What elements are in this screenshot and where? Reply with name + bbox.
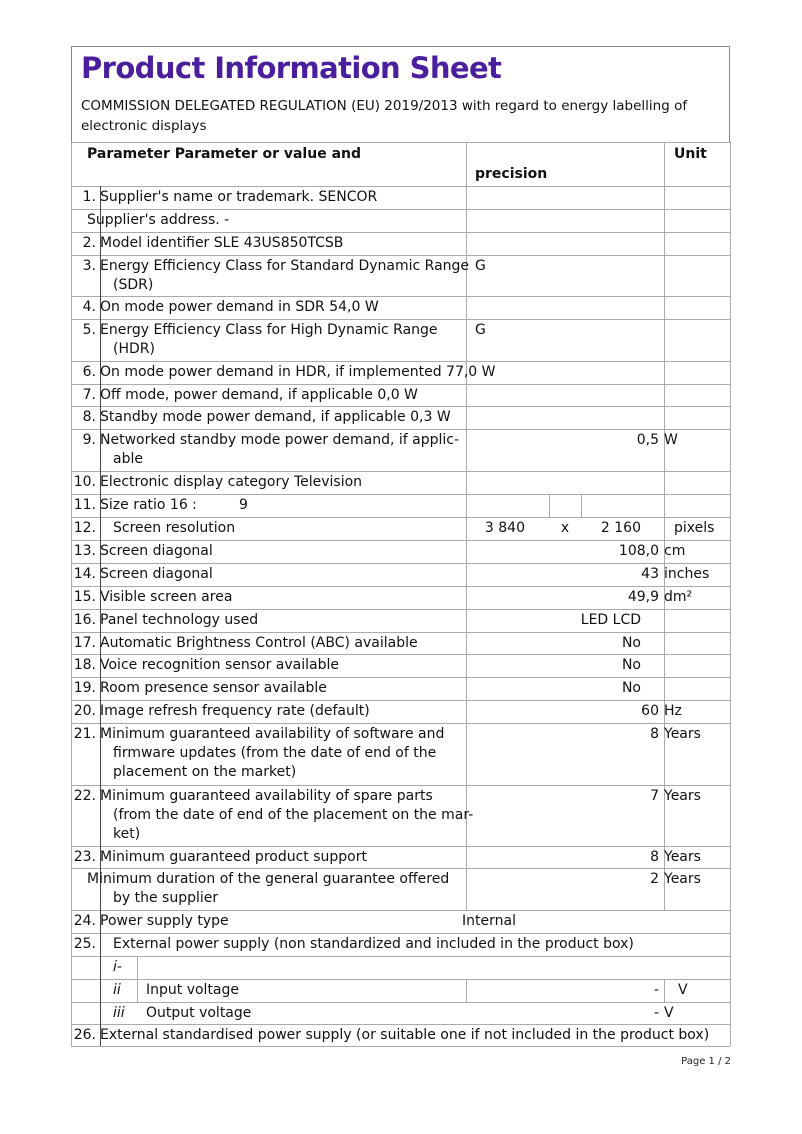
row-value: 8 <box>650 849 659 865</box>
resolution-width: 3 840 <box>484 520 525 536</box>
row-value: 0,5 <box>636 432 659 448</box>
row-label-cont: ket) <box>113 826 141 842</box>
row-unit: dm² <box>664 589 693 605</box>
row-label: External standardised power supply (or suitable one if not included in the product box) <box>100 1027 710 1043</box>
row-value: LED LCD <box>580 612 641 628</box>
row-label-cont: able <box>113 451 143 467</box>
row-label-cont: by the supplier <box>113 890 219 906</box>
row-label: Panel technology used <box>100 612 259 628</box>
row-value: - <box>653 982 659 998</box>
row-number: 17. <box>73 635 96 651</box>
row-number: 19. <box>73 680 96 696</box>
row-label: Off mode, power demand, if applicable 0,0 W <box>100 387 418 403</box>
row-unit: inches <box>664 566 710 582</box>
row-unit: cm <box>664 543 686 559</box>
row-label: Output voltage <box>146 1005 252 1021</box>
resolution-height: 2 160 <box>600 520 641 536</box>
row-label: Visible screen area <box>100 589 233 605</box>
row-value: 60 <box>641 703 659 719</box>
row-divider <box>71 910 730 911</box>
row-value: 7 <box>650 788 659 804</box>
row-label: Input voltage <box>146 982 240 998</box>
row-divider <box>71 700 730 701</box>
page-title: Product Information Sheet <box>81 51 502 85</box>
row-label: On mode power demand in SDR 54,0 W <box>100 299 379 315</box>
row-label: Minimum guaranteed product support <box>100 849 367 865</box>
row-number: 26. <box>73 1027 96 1043</box>
row-value: No <box>621 635 641 651</box>
row-label: Power supply type <box>100 913 229 929</box>
row-value: 2 <box>650 871 659 887</box>
row-unit: pixels <box>674 520 715 536</box>
row-divider <box>71 255 730 256</box>
row-label: Automatic Brightness Control (ABC) available <box>100 635 418 651</box>
row-unit: Years <box>664 788 701 804</box>
row-label: Minimum duration of the general guarantee offered <box>87 871 450 887</box>
row-divider <box>71 933 730 934</box>
row-divider <box>71 868 730 869</box>
row-number: 13. <box>73 543 96 559</box>
row-value: 43 <box>641 566 659 582</box>
row-divider <box>71 609 730 610</box>
row-divider <box>71 429 730 430</box>
row-number: 21. <box>73 726 96 742</box>
row-number: 23. <box>73 849 96 865</box>
column-divider <box>730 142 731 1046</box>
row-label: Standby mode power demand, if applicable 0,3 W <box>100 409 451 425</box>
row-number: 10. <box>73 474 96 490</box>
row-value: G <box>475 322 486 338</box>
row-divider <box>71 632 730 633</box>
row-label: Model identifier SLE 43US850TCSB <box>100 235 344 251</box>
row-divider <box>71 1046 730 1047</box>
row-label: Supplier's address. - <box>87 212 230 228</box>
row-value: 8 <box>650 726 659 742</box>
row-unit: Years <box>664 726 701 742</box>
row-divider <box>71 296 730 297</box>
row-label: Screen resolution <box>113 520 236 536</box>
row-divider <box>71 563 730 564</box>
row-divider <box>71 517 730 518</box>
row-number: 20. <box>73 703 96 719</box>
row-number: 8. <box>82 409 96 425</box>
header-precision: precision <box>475 166 548 182</box>
row-divider <box>71 979 730 980</box>
row-unit: Years <box>664 871 701 887</box>
row-divider <box>71 956 730 957</box>
row-divider <box>71 384 730 385</box>
row-unit: W <box>664 432 678 448</box>
row-divider <box>71 361 730 362</box>
row-label: Electronic display category Television <box>100 474 363 490</box>
row-number: i- <box>113 959 122 975</box>
row-number: 18. <box>73 657 96 673</box>
row-value: G <box>475 258 486 274</box>
column-divider <box>664 979 665 1002</box>
row-divider <box>71 142 730 143</box>
row-number: 3. <box>82 258 96 274</box>
row-value: 9 <box>239 497 248 513</box>
row-label: Screen diagonal <box>100 543 213 559</box>
row-label-cont: (SDR) <box>113 277 154 293</box>
row-label: Image refresh frequency rate (default) <box>100 703 370 719</box>
row-label: Voice recognition sensor available <box>100 657 339 673</box>
row-number: 7. <box>82 387 96 403</box>
row-unit: V <box>678 982 688 998</box>
row-unit: V <box>664 1005 674 1021</box>
row-number: 5. <box>82 322 96 338</box>
row-number: 22. <box>73 788 96 804</box>
row-number: 24. <box>73 913 96 929</box>
row-label: Energy Efficiency Class for High Dynamic Range <box>100 322 438 338</box>
row-label-cont: (HDR) <box>113 341 155 357</box>
row-number: 16. <box>73 612 96 628</box>
page-number: Page 1 / 2 <box>681 1056 731 1067</box>
header-box <box>71 46 730 142</box>
row-number: ii <box>113 982 121 998</box>
row-value: 108,0 <box>618 543 659 559</box>
row-divider <box>71 1024 730 1025</box>
row-value: No <box>621 680 641 696</box>
row-divider <box>71 586 730 587</box>
column-divider <box>137 956 138 1002</box>
row-divider <box>71 846 730 847</box>
row-number: 2. <box>82 235 96 251</box>
row-label-cont: placement on the market) <box>113 764 297 780</box>
row-number: 14. <box>73 566 96 582</box>
row-label: Supplier's name or trademark. SENCOR <box>100 189 378 205</box>
row-value: 49,9 <box>627 589 659 605</box>
row-divider <box>71 540 730 541</box>
row-unit: Hz <box>664 703 682 719</box>
row-divider <box>71 406 730 407</box>
row-value: Internal <box>462 913 516 929</box>
row-number: 15. <box>73 589 96 605</box>
column-divider <box>581 494 582 517</box>
resolution-separator: x <box>560 520 570 536</box>
row-value: - <box>653 1005 659 1021</box>
row-divider <box>71 677 730 678</box>
header-unit: Unit <box>674 146 707 162</box>
row-divider <box>71 319 730 320</box>
header-parameter: Parameter Parameter or value and <box>87 146 362 162</box>
row-divider <box>71 209 730 210</box>
column-divider <box>466 979 467 1002</box>
row-label: External power supply (non standardized and included in the product box) <box>113 936 634 952</box>
row-number: 12. <box>73 520 96 536</box>
row-number: 25. <box>73 936 96 952</box>
row-divider <box>71 654 730 655</box>
row-label: Minimum guaranteed availability of software and <box>100 726 445 742</box>
row-number: 11. <box>73 497 96 513</box>
row-divider <box>71 186 730 187</box>
column-divider <box>549 494 550 517</box>
regulation-subtitle: COMMISSION DELEGATED REGULATION (EU) 2019/2013 with regard to energy labelling of electronic displays <box>81 98 688 134</box>
row-unit: Years <box>664 849 701 865</box>
row-divider <box>71 1002 730 1003</box>
row-label: Size ratio 16 : <box>100 497 197 513</box>
row-divider <box>71 494 730 495</box>
row-label: Energy Efficiency Class for Standard Dynamic Range <box>100 258 470 274</box>
row-label: Networked standby mode power demand, if applic- <box>100 432 460 448</box>
row-divider <box>71 232 730 233</box>
product-sheet <box>71 46 730 1046</box>
row-number: 9. <box>82 432 96 448</box>
row-number: iii <box>113 1005 125 1021</box>
row-number: 4. <box>82 299 96 315</box>
row-label: Minimum guaranteed availability of spare parts <box>100 788 433 804</box>
row-divider <box>71 471 730 472</box>
row-divider <box>71 785 730 786</box>
row-value: No <box>621 657 641 673</box>
row-number: 6. <box>82 364 96 380</box>
row-label-cont: firmware updates (from the date of end of the <box>113 745 437 761</box>
row-label: On mode power demand in HDR, if implemented 77,0 W <box>100 364 496 380</box>
row-label: Room presence sensor available <box>100 680 327 696</box>
row-divider <box>71 723 730 724</box>
row-label: Screen diagonal <box>100 566 213 582</box>
row-number: 1. <box>82 189 96 205</box>
row-label-cont: (from the date of end of the placement on the mar- <box>113 807 474 823</box>
